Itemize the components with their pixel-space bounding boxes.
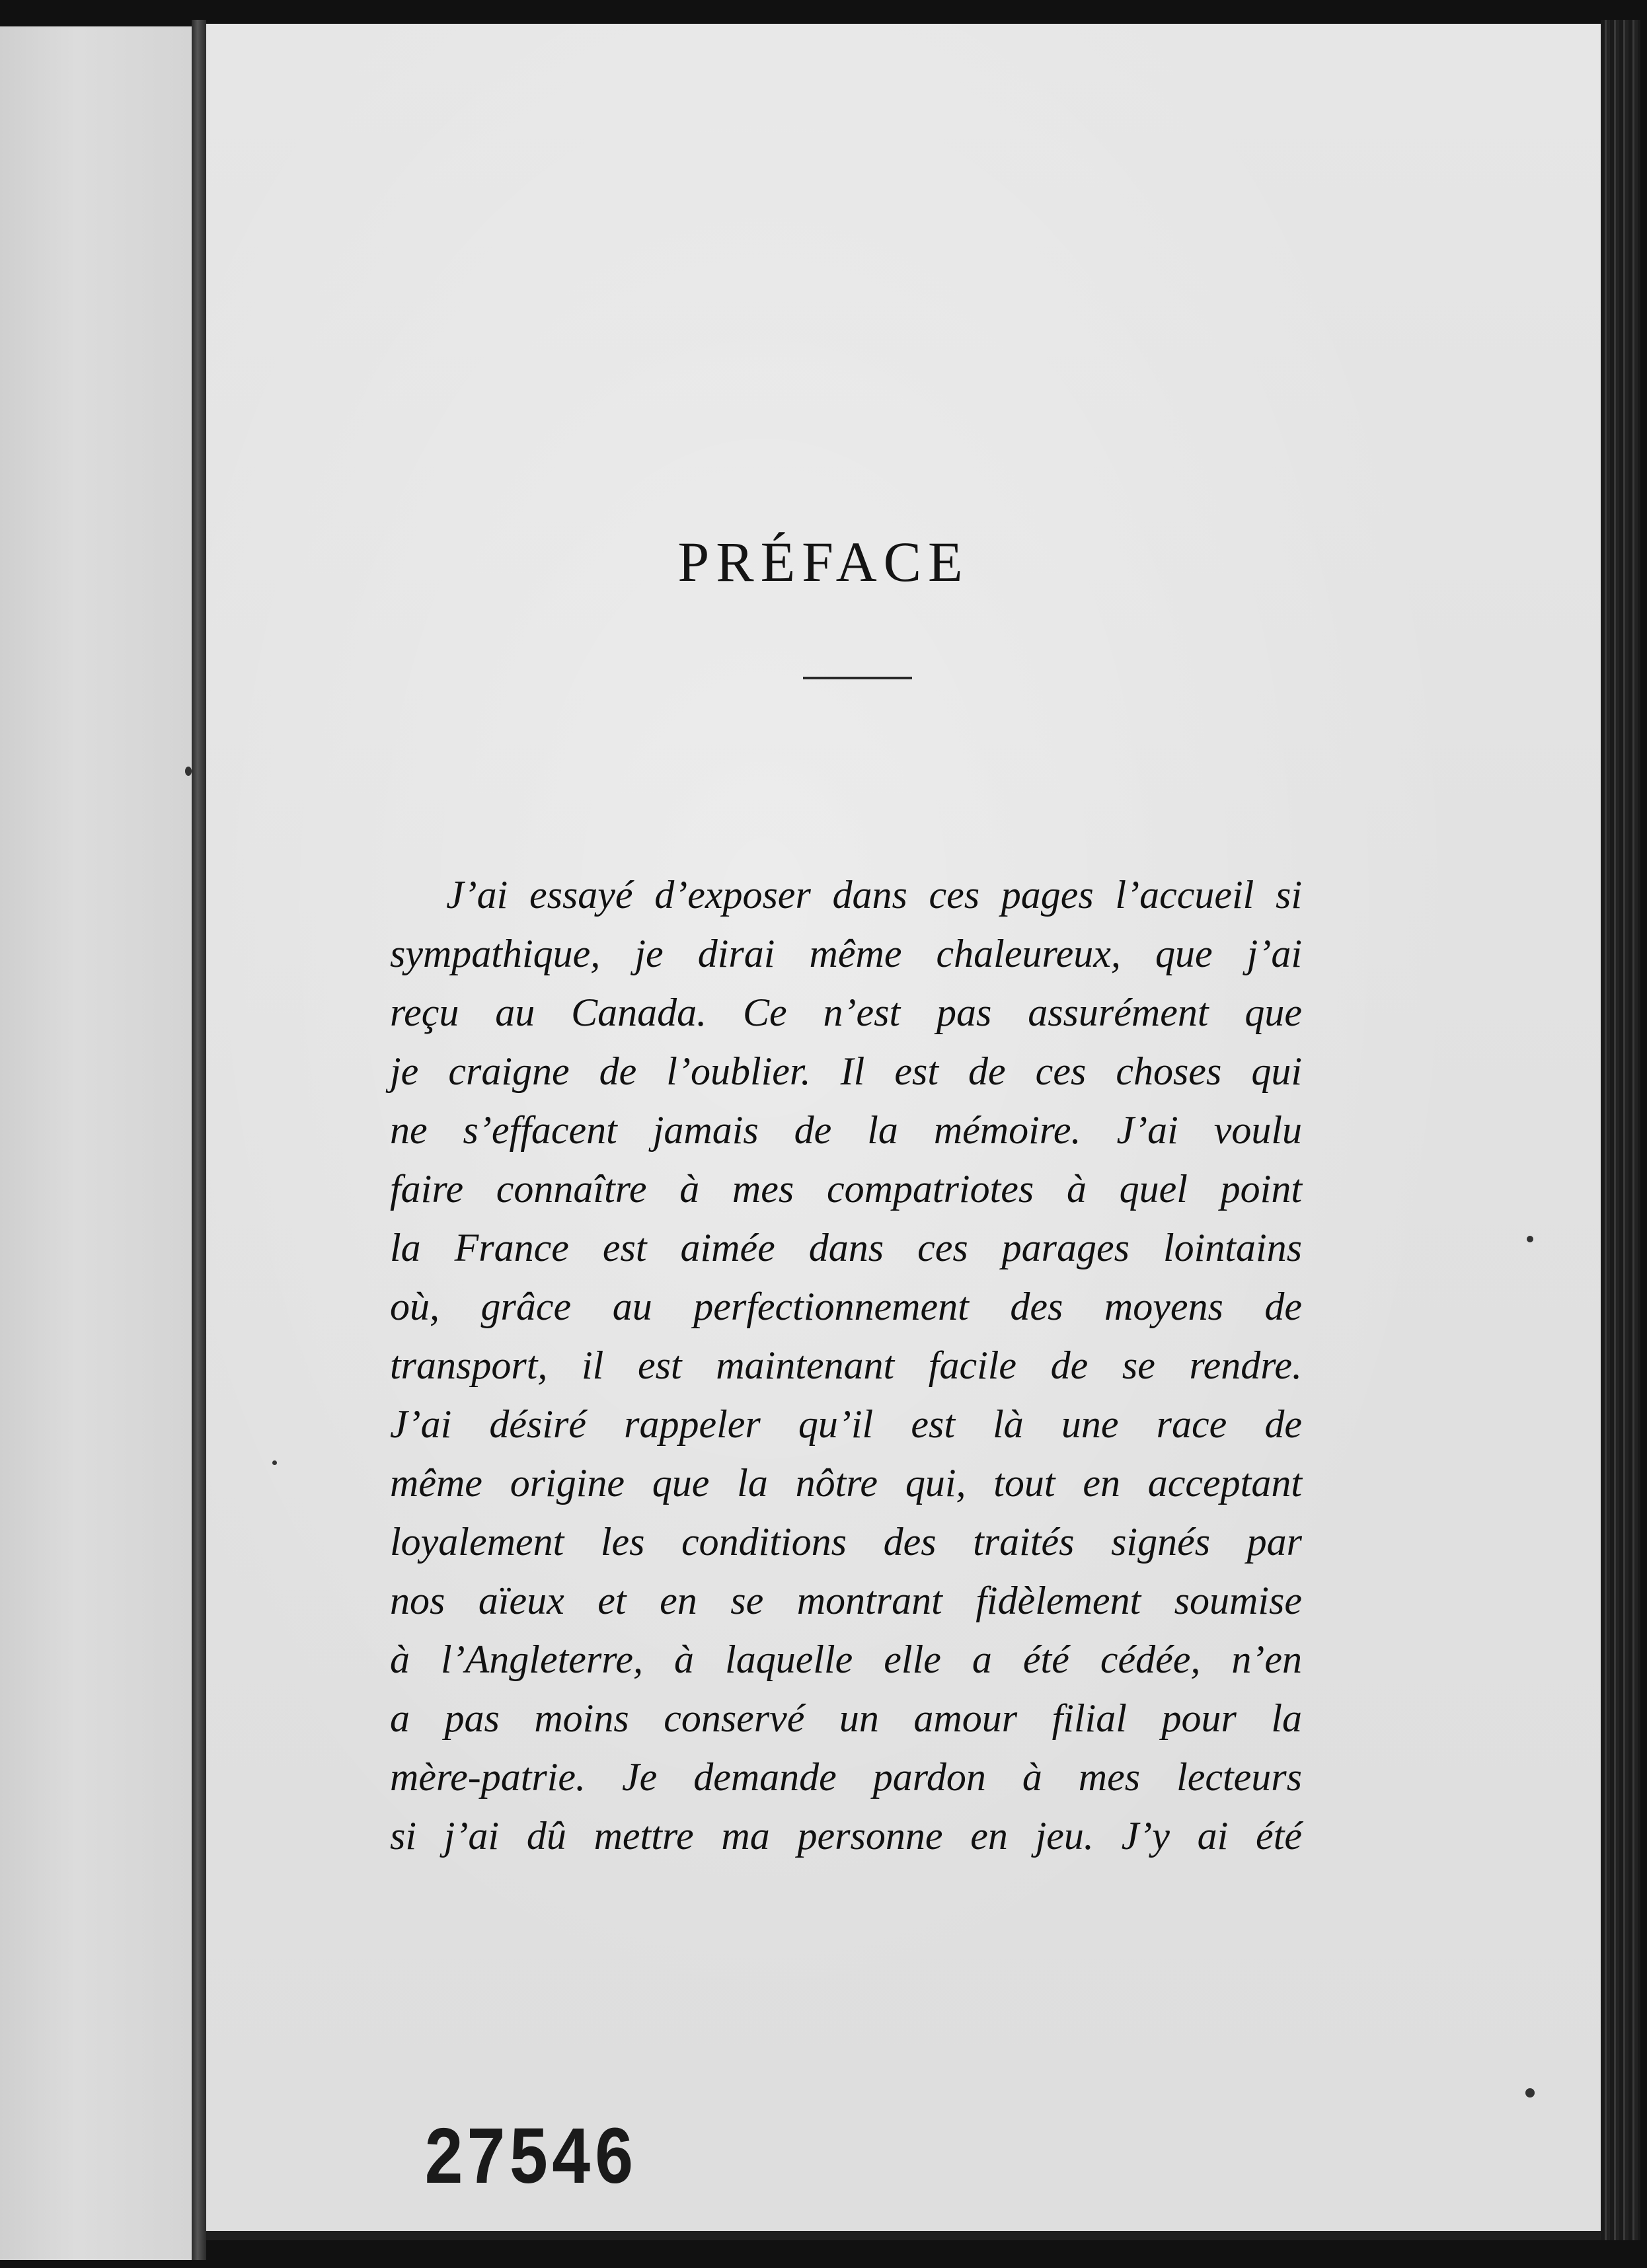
text-line: J’ai essayé d’exposer dans ces pages l’accueil si (446, 873, 1302, 917)
left-page-margin (0, 26, 196, 2260)
ink-speck (1525, 2088, 1535, 2098)
text-line: faire connaître à mes compatriotes à quel point (390, 1167, 1302, 1211)
text-line: mère-patrie. Je demande pardon à mes lecteurs (390, 1755, 1302, 1799)
text-line: à l’Angleterre, à laquelle elle a été cédée, n’en (390, 1638, 1302, 1681)
page-title: PRÉFACE (677, 530, 970, 593)
ink-speck (185, 767, 192, 776)
text-line: même origine que la nôtre qui, tout en acceptant (390, 1461, 1302, 1505)
text-line: nos aïeux et en se montrant fidèlement soumise (390, 1579, 1302, 1622)
inventory-stamp-number: 27546 (423, 2115, 636, 2209)
preface-paragraph (390, 866, 1302, 1866)
text-line: où, grâce au perfectionnement des moyens de (390, 1285, 1302, 1328)
ink-speck (1527, 1236, 1533, 1242)
text-line: je craigne de l’oublier. Il est de ces choses qui (390, 1049, 1302, 1093)
text-line: loyalement les conditions des traités signés par (390, 1520, 1302, 1564)
text-line: reçu au Canada. Ce n’est pas assurément que (390, 991, 1302, 1034)
text-line: transport, il est maintenant facile de se rendre. (390, 1343, 1302, 1387)
text-line: la France est aimée dans ces parages lointains (390, 1226, 1302, 1269)
page-edge-stack (1601, 20, 1640, 2240)
text-line: sympathique, je dirai même chaleureux, que j’ai (390, 932, 1302, 975)
text-line: si j’ai dû mettre ma personne en jeu. J’y ai été (390, 1814, 1302, 1858)
ink-speck (272, 1460, 277, 1465)
text-line: a pas moins conservé un amour filial pour la (390, 1696, 1302, 1740)
book-spine-gutter (192, 20, 206, 2260)
text-line: ne s’effacent jamais de la mémoire. J’ai voulu (390, 1108, 1302, 1152)
title-divider-rule (803, 677, 912, 679)
text-line: J’ai désiré rappeler qu’il est là une race de (390, 1402, 1302, 1446)
